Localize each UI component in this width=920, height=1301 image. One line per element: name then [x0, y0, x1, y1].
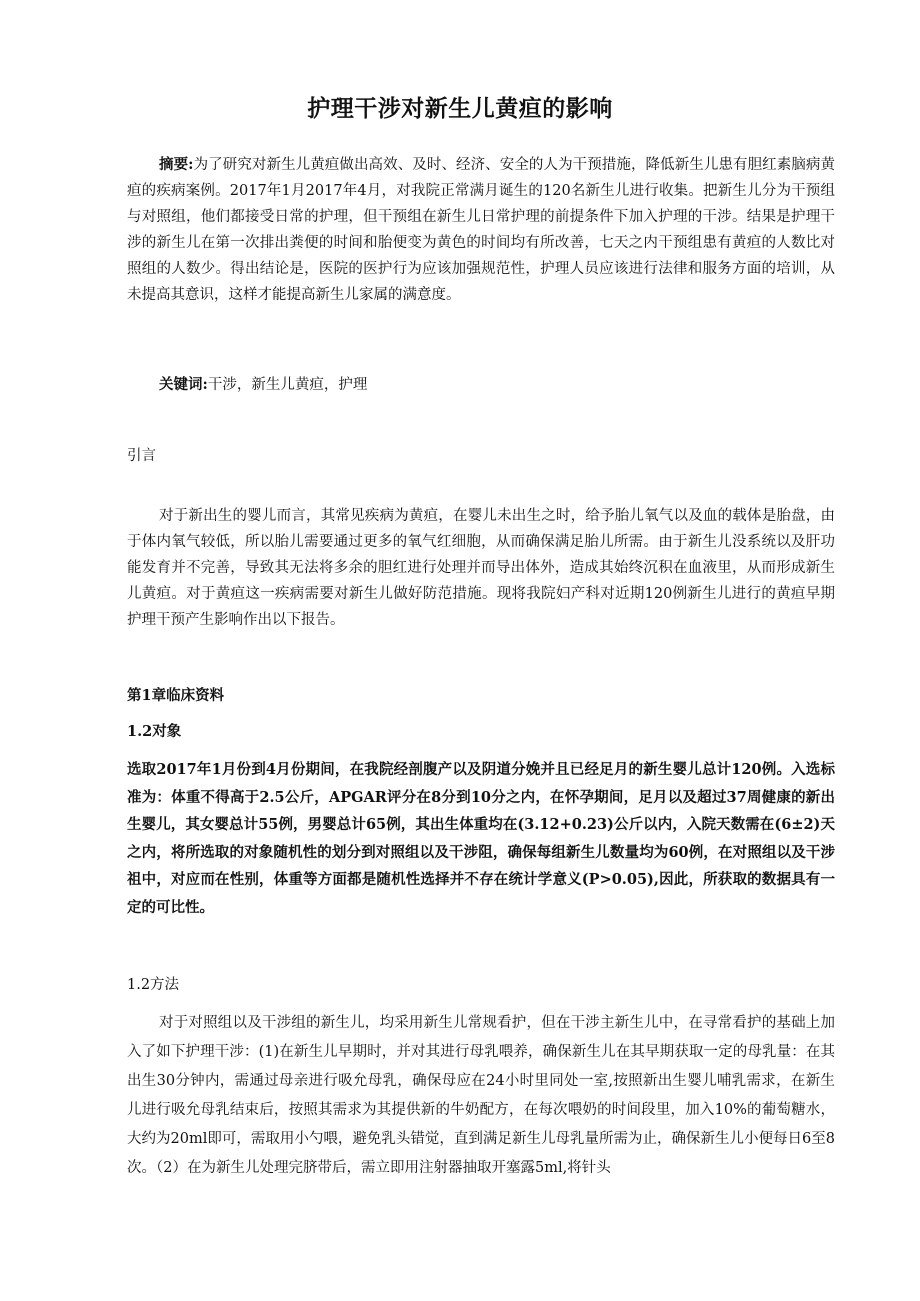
- chapter1-heading: 第1章临床资料: [127, 687, 225, 704]
- keywords-text: 干涉，新生儿黄疸，护理: [207, 377, 368, 393]
- paper-title: 护理干涉对新生儿黄疸的影响: [307, 96, 613, 122]
- abstract-label: 摘要:: [159, 156, 194, 173]
- keywords-paragraph: [127, 372, 835, 398]
- section-method-paragraph: 对于对照组以及干涉组的新生儿，均采用新生儿常规看护，但在干涉主新生儿中，在寻常看护的基础上加入了如下护理干涉：(1)在新生儿早期时，并对其进行母乳喂养，确保新生儿在其早期获取一定的母乳量：在其出生30分钟内，需通过母亲进行吸允母乳，确保母应在24小时里同处一室,按照新出生婴儿哺乳需求，在新生儿进行吸允母乳结束后，按照其需求为其提供新的牛奶配方，在每次喂奶的时间段里，加入10%的葡萄糖水，大约为20ml即可，需取用小勺喂，避免乳头错觉，直到满足新生儿母乳量所需为止，确保新生儿小便每日6至8次。（2）在为新生儿处理完脐带后，需立即用注射器抽取开塞露5ml,将针头: [127, 1015, 835, 1176]
- abstract-paragraph: [127, 152, 835, 308]
- section-object-heading: 1.2对象: [127, 723, 182, 740]
- abstract-text: 为了研究对新生儿黄疸做出高效、及时、经济、安全的人为干预措施，降低新生儿患有胆红素脑病黄疸的疾病案例。2017年1月2017年4月，对我院正常满月诞生的120名新生儿进行收集。把新生儿分为干预组与对照组，他们都接受日常的护理，但干预组在新生儿日常护理的前提条件下加入护理的干涉。结果是护理干涉的新生儿在第一次排出粪便的时间和胎便变为黄色的时间均有所改善，七天之内干预组患有黄疸的人数比对照组的人数少。得出结论是，医院的医护行为应该加强规范性，护理人员应该进行法律和服务方面的培训，从未提高其意识，这样才能提高新生儿家属的满意度。: [127, 157, 835, 303]
- section-object-paragraph: 选取2017年1月份到4月份期间，在我院经剖腹产以及阴道分娩并且已经足月的新生婴儿总计120例。入选标准为：体重不得高于2.5公斤，APGAR评分在8分到10分之内，在怀孕期间，足月以及超过37周健康的新出生婴儿，其女婴总计55例，男婴总计65例，其出生体重均在(3.12+0.23)公斤以内，入院天数需在(6±2)天之内，将所选取的对象随机性的划分到对照组以及干涉阻，确保每组新生儿数量均为60例，在对照组以及干涉祖中，对应而在性别，体重等方面都是随机性选择并不存在统计学意义(P>0.05),因此，所获取的数据具有一定的可比性。: [127, 761, 835, 916]
- intro-heading: 引言: [127, 448, 156, 464]
- keywords-label: 关键词:: [159, 376, 208, 393]
- intro-paragraph: 对于新出生的婴儿而言，其常见疾病为黄疸，在婴儿未出生之时，给予胎儿氧气以及血的载体是胎盘，由于体内氧气较低，所以胎儿需要通过更多的氧气红细胞，从而确保满足胎儿所需。由于新生儿没系统以及肝功能发育并不完善，导致其无法将多余的胆红进行处理并而导出体外，造成其始终沉积在血液里，从而形成新生儿黄疸。对于黄疸这一疾病需要对新生儿做好防范措施。现将我院妇产科对近期120例新生儿进行的黄疸早期护理干预产生影响作出以下报告。: [127, 508, 835, 628]
- section-method-heading: 1.2方法: [127, 977, 180, 993]
